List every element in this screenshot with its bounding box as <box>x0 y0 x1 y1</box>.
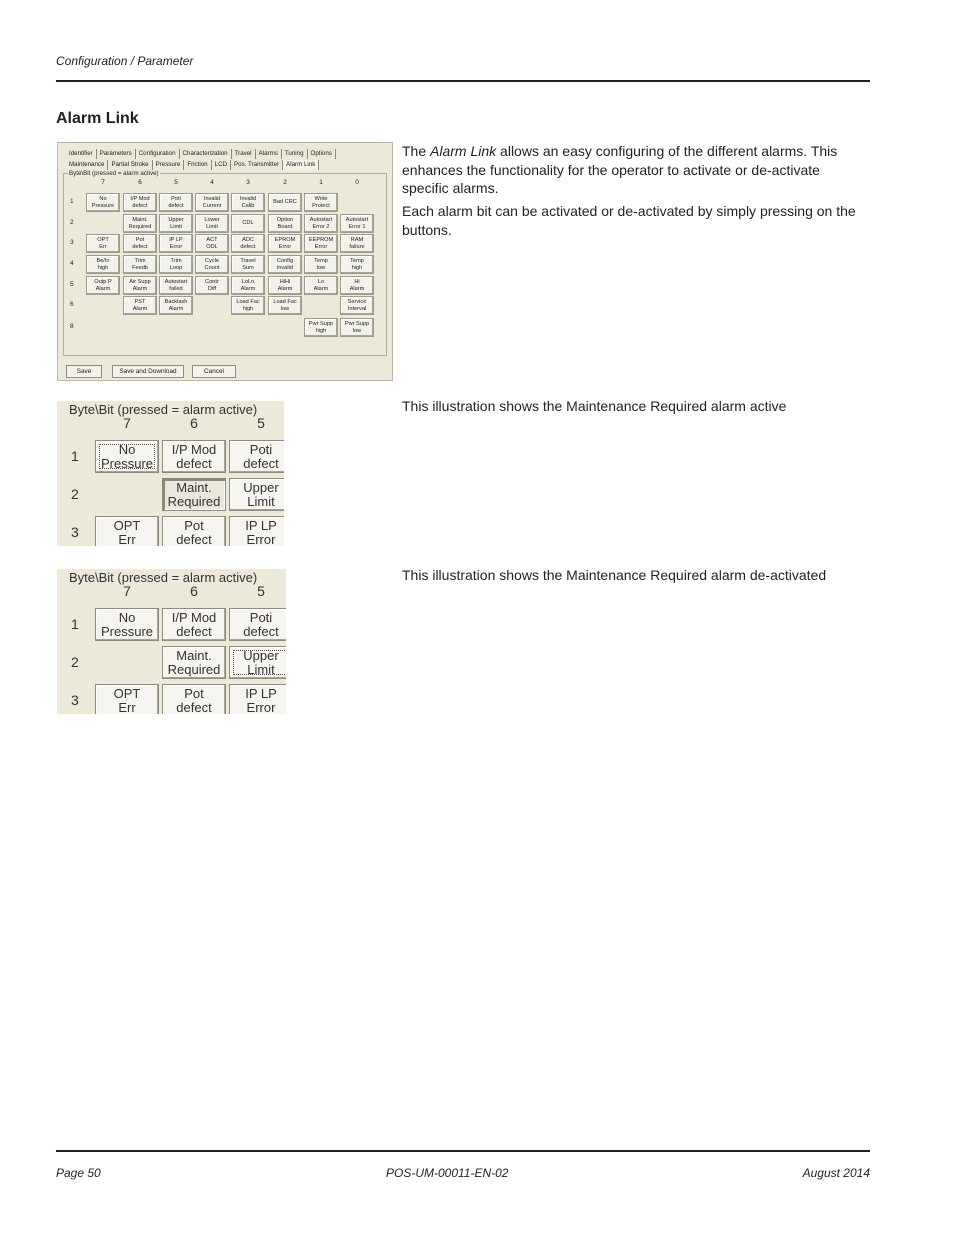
tab-friction[interactable]: Friction <box>184 160 211 170</box>
alarm-bit-button[interactable]: Write Protect <box>304 193 338 212</box>
alarm-bit-button[interactable]: Autostart Error 2 <box>304 214 338 233</box>
alarm-bit-button[interactable]: Invalid Calib <box>231 193 265 212</box>
tab-options[interactable]: Options <box>308 149 336 159</box>
tab-row-1 <box>66 149 336 159</box>
save-button[interactable]: Save <box>66 365 102 378</box>
document-number: POS-UM-00011-EN-02 <box>386 1166 509 1180</box>
alarm-bit-button[interactable]: EEPROM Error <box>304 234 338 253</box>
alarm-bit-button[interactable]: IP LP Error <box>229 684 286 714</box>
alarm-bit-button[interactable]: Trim Loop <box>159 255 193 274</box>
row-header: 4 <box>70 260 74 267</box>
group-label: Byte\Bit (pressed = alarm active) <box>69 170 159 177</box>
tab-configuration[interactable]: Configuration <box>136 149 180 159</box>
footer-rule <box>56 1150 870 1152</box>
alarm-bit-button[interactable]: ADC defect <box>231 234 265 253</box>
tab-parameters[interactable]: Parameters <box>97 149 136 159</box>
maint-required-button[interactable]: Maint. Required <box>162 646 226 679</box>
alarm-bit-button[interactable]: I/P Mod defect <box>162 440 226 473</box>
alarm-bit-button[interactable]: IP LP Error <box>229 516 284 546</box>
tab-characterization[interactable]: Characterization <box>180 149 232 159</box>
tab-travel[interactable]: Travel <box>232 149 256 159</box>
tab-alarm-link[interactable]: Alarm Link <box>283 160 319 170</box>
cancel-button[interactable]: Cancel <box>192 365 236 378</box>
alarm-bit-button[interactable]: No Pressure <box>95 440 159 473</box>
alarm-bit-button[interactable]: Maint. Required <box>123 214 157 233</box>
crop-row-header: 1 <box>71 448 79 464</box>
column-header: 0 <box>355 179 359 186</box>
alarm-bit-button[interactable]: Upper Limit <box>159 214 193 233</box>
alarm-bit-button[interactable]: Backlash Alarm <box>159 296 193 315</box>
alarm-bit-button[interactable]: Outp P Alarm <box>86 276 120 295</box>
running-head: Configuration / Parameter <box>56 54 194 68</box>
alarm-bit-button[interactable]: Autostart failed <box>159 276 193 295</box>
column-header: 4 <box>210 179 214 186</box>
alarm-bit-button[interactable]: Pwr Supp high <box>304 318 338 337</box>
row-header: 1 <box>70 198 74 205</box>
row-header: 5 <box>70 281 74 288</box>
tab-identifier[interactable]: Identifier <box>66 149 97 159</box>
crop-row-header: 3 <box>71 692 79 708</box>
crop-row-header: 2 <box>71 486 79 502</box>
crop-row-header: 3 <box>71 524 79 540</box>
alarm-link-dialog <box>57 142 393 381</box>
tab-alarms[interactable]: Alarms <box>256 149 282 159</box>
alarm-bit-button[interactable]: Poti defect <box>229 440 284 473</box>
tab-tuning[interactable]: Tuning <box>282 149 308 159</box>
crop-row-header: 1 <box>71 616 79 632</box>
alarm-bit-button[interactable]: LoLo Alarm <box>231 276 265 295</box>
alarm-bit-button[interactable]: Load Fac low <box>268 296 302 315</box>
row-header: 2 <box>70 219 74 226</box>
column-header: 3 <box>246 179 250 186</box>
alarm-bit-button[interactable]: Poti defect <box>159 193 193 212</box>
alarm-bit-button[interactable]: Lower Limit <box>195 214 229 233</box>
crop-row-header: 2 <box>71 654 79 670</box>
row-header: 6 <box>70 301 74 308</box>
alarm-bit-button[interactable]: IP LP Error <box>159 234 193 253</box>
crop-column-header: 7 <box>123 415 131 431</box>
column-header: 6 <box>138 179 142 186</box>
tab-lcd[interactable]: LCD <box>212 160 231 170</box>
alarm-bit-button[interactable]: RAM failure <box>340 234 374 253</box>
column-header: 5 <box>174 179 178 186</box>
crop-label: Byte\Bit (pressed = alarm active) <box>69 570 258 585</box>
alarm-bit-button[interactable]: Hi Alarm <box>340 276 374 295</box>
alarm-bit-button[interactable]: OPT Err <box>95 684 159 714</box>
alarm-bit-button[interactable]: I/P Mod defect <box>123 193 157 212</box>
alarm-bit-button[interactable]: Bad CRC <box>268 193 302 212</box>
alarm-bit-button[interactable]: Cycle Count <box>195 255 229 274</box>
alarm-bit-button[interactable]: Upper Limit <box>229 646 286 679</box>
crop-column-header: 6 <box>190 583 198 599</box>
alarm-bit-button[interactable]: Config invalid <box>268 255 302 274</box>
alarm-bit-button[interactable]: OPT Err <box>95 516 159 546</box>
alarm-bit-button[interactable]: Pot defect <box>123 234 157 253</box>
alarm-bit-button[interactable]: CDL <box>231 214 265 233</box>
alarm-bit-button[interactable]: Temp low <box>304 255 338 274</box>
tab-row-2 <box>66 160 319 170</box>
alarm-bit-button[interactable]: Temp high <box>340 255 374 274</box>
crop-alarm-deactivated <box>57 569 286 714</box>
deactivated-caption: This illustration shows the Maintenance Required alarm de-activated <box>402 567 827 583</box>
intro-paragraph: The Alarm Link allows an easy configuring of the different alarms. This enhances the functionality for the operator to activate or de-activate specific alarms. <box>402 143 838 196</box>
alarm-bit-button[interactable]: Poti defect <box>229 608 286 641</box>
usage-paragraph: Each alarm bit can be activated or de-activated by simply pressing on the buttons. <box>402 203 856 238</box>
alarm-bit-button[interactable]: Option Board <box>268 214 302 233</box>
save-and-download-button[interactable]: Save and Download <box>112 365 184 378</box>
crop-column-header: 7 <box>123 583 131 599</box>
alarm-bit-button[interactable]: Trim Feedb <box>123 255 157 274</box>
alarm-bit-button[interactable]: ACT ODL <box>195 234 229 253</box>
row-header: 3 <box>70 239 74 246</box>
crop-alarm-active <box>57 401 284 546</box>
alarm-bit-button[interactable]: Lo Alarm <box>304 276 338 295</box>
alarm-bit-button[interactable]: Upper Limit <box>229 478 284 511</box>
tab-partial-stroke[interactable]: Partial Stroke <box>108 160 152 170</box>
alarm-bit-button[interactable]: HiHi Alarm <box>268 276 302 295</box>
publication-date: August 2014 <box>802 1166 870 1180</box>
tab-maintenance[interactable]: Maintenance <box>66 160 108 170</box>
alarm-bit-button[interactable]: EPROM Error <box>268 234 302 253</box>
alarm-bit-button[interactable]: PST Alarm <box>123 296 157 315</box>
alarm-bit-button[interactable]: Pot defect <box>162 516 226 546</box>
alarm-bit-button[interactable]: Be/In high <box>86 255 120 274</box>
alarm-bit-button[interactable]: Air Supp Alarm <box>123 276 157 295</box>
maint-required-button[interactable]: Maint. Required <box>162 478 226 511</box>
alarm-bit-button[interactable]: Service Interval <box>340 296 374 315</box>
column-header: 7 <box>101 179 105 186</box>
column-header: 1 <box>319 179 323 186</box>
header-rule <box>56 80 870 82</box>
row-header: 8 <box>70 323 74 330</box>
alarm-bit-button[interactable]: Contr Diff <box>195 276 229 295</box>
section-title: Alarm Link <box>56 110 139 127</box>
alarm-bit-button[interactable]: No Pressure <box>95 608 159 641</box>
alarm-bit-button[interactable]: Pwr Supp low <box>340 318 374 337</box>
alarm-bit-button[interactable]: Invalid Current <box>195 193 229 212</box>
alarm-bit-button[interactable]: Travel Sum <box>231 255 265 274</box>
column-header: 2 <box>283 179 287 186</box>
active-caption: This illustration shows the Maintenance Required alarm active <box>402 398 787 414</box>
alarm-bit-button[interactable]: I/P Mod defect <box>162 608 226 641</box>
alarm-bit-button[interactable]: OPT Err <box>86 234 120 253</box>
crop-column-header: 5 <box>257 415 265 431</box>
alarm-link-term: Alarm Link <box>430 143 497 159</box>
alarm-bit-button[interactable]: No Pressure <box>86 193 120 212</box>
page-number: Page 50 <box>56 1166 101 1180</box>
crop-label: Byte\Bit (pressed = alarm active) <box>69 402 258 417</box>
alarm-bit-button[interactable]: Load Fac high <box>231 296 265 315</box>
tab-pos-transmitter[interactable]: Pos. Transmitter <box>231 160 283 170</box>
alarm-bit-button[interactable]: Pot defect <box>162 684 226 714</box>
crop-column-header: 5 <box>257 583 265 599</box>
crop-column-header: 6 <box>190 415 198 431</box>
alarm-bit-button[interactable]: Autostart Error 1 <box>340 214 374 233</box>
tab-pressure[interactable]: Pressure <box>153 160 185 170</box>
